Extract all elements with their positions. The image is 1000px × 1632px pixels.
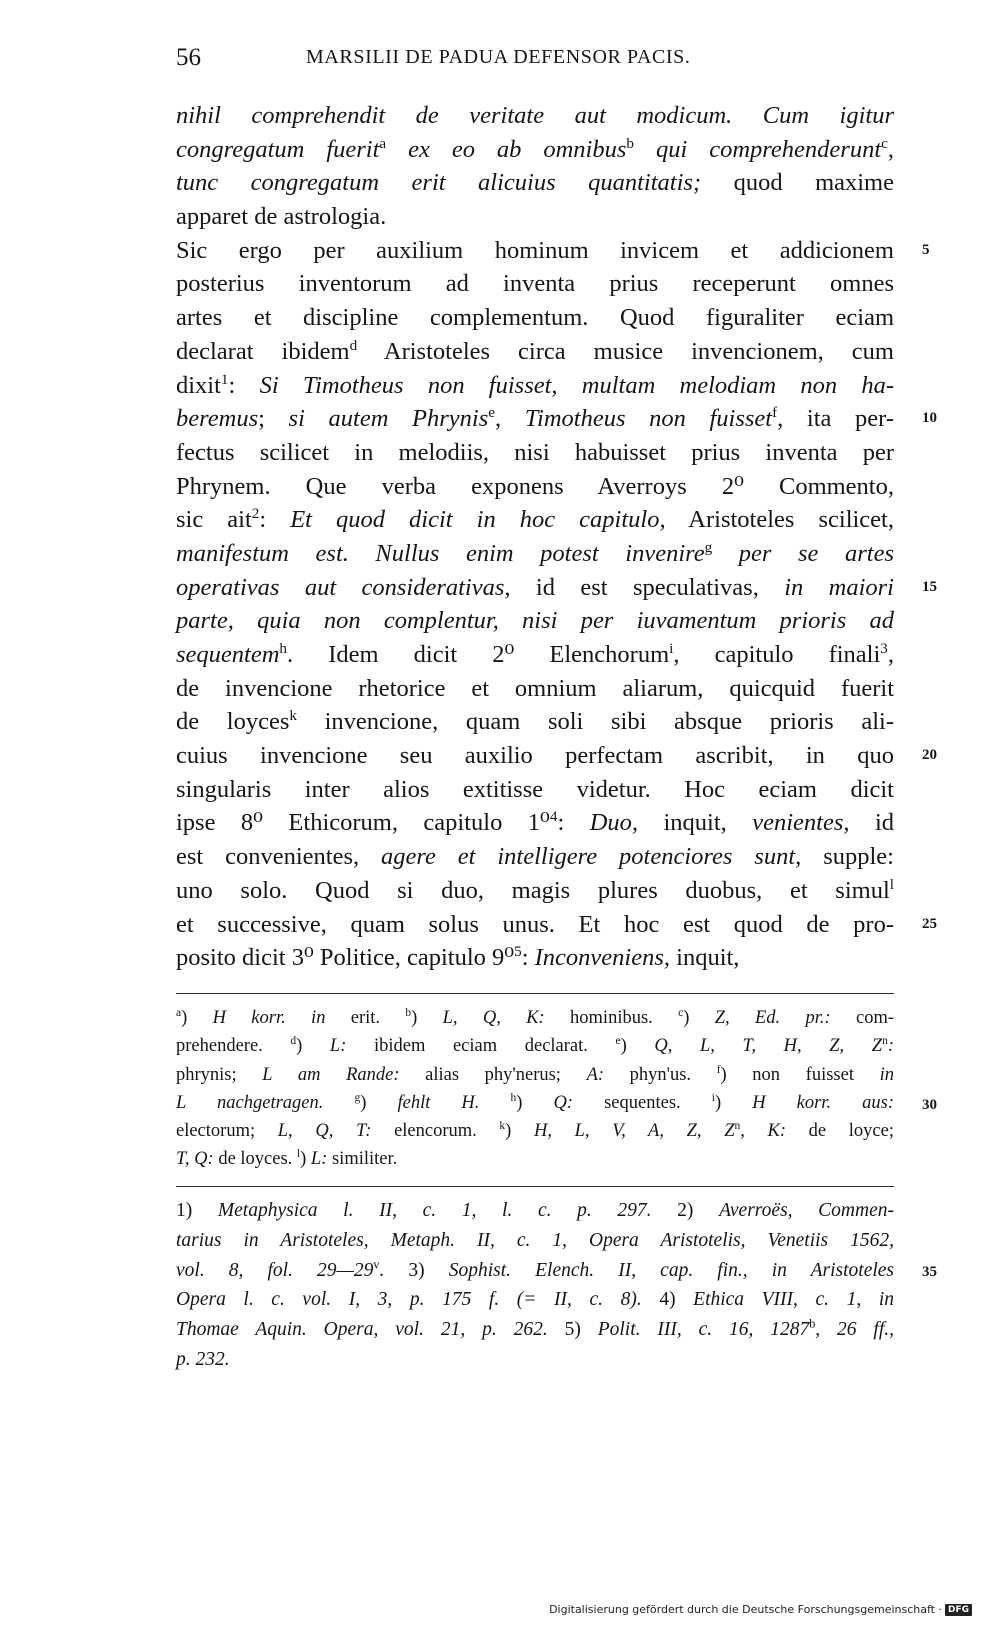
note-marker: a [379, 134, 387, 152]
note-marker: g [704, 538, 713, 556]
note-marker: f [716, 1063, 721, 1076]
text-run: singularis inter alios extitisse videtur. Hoc eciam dicit [176, 775, 894, 803]
text-run: Z, Ed. pr.: [714, 1008, 831, 1028]
text-run: parte, quia non complentur, nisi per iuvamentum prioris ad [176, 607, 894, 635]
text-line [176, 267, 894, 301]
text-run: electorum; [176, 1121, 278, 1142]
note-marker: l [889, 875, 894, 893]
text-run: hominibus. [544, 1008, 679, 1028]
text-run: de invencione rhetorice et omnium aliarum, quicquid fuerit [176, 674, 894, 702]
note-marker: c [678, 1006, 684, 1019]
note-marker: 1 [220, 370, 229, 388]
page-number: 56 [176, 44, 201, 71]
text-run: L: [310, 1149, 328, 1170]
text-line [176, 537, 894, 571]
apparatus-line [176, 1089, 894, 1117]
apparatus-line [176, 1145, 894, 1173]
text-run: , capitulo finali [673, 641, 881, 668]
text-run: ) [714, 1092, 753, 1113]
text-run: et successive, quam solus unus. Et hoc est quod de pro- [176, 910, 894, 938]
text-run: de loyces. [213, 1149, 297, 1170]
text-run: Aristoteles circa musice invencionem, cum [357, 337, 894, 365]
note-marker: b [809, 1316, 816, 1331]
text-run: Aristoteles scilicet, [665, 506, 894, 534]
text-run: invencione, quam soli sibi absque prioris ali- [296, 708, 895, 736]
text-line [176, 133, 894, 167]
text-run: L nachgetragen. [176, 1092, 324, 1113]
note-marker: b [626, 134, 634, 152]
reference-line [176, 1256, 894, 1286]
note-marker: d [290, 1035, 297, 1048]
apparatus-line [176, 1032, 894, 1060]
running-title: MARSILII DE PADUA DEFENSOR PACIS. [306, 46, 691, 68]
text-line [176, 773, 894, 807]
text-line [176, 402, 894, 436]
text-run: agere et intelligere potenciores sunt, [381, 843, 802, 871]
text-run: prehendere. [176, 1036, 291, 1057]
text-run: ex eo ab omnibus [386, 135, 627, 163]
text-run: 5) [547, 1319, 598, 1341]
text-run: : [259, 506, 291, 534]
text-run: : [228, 371, 260, 399]
text-run: supple: [801, 843, 894, 871]
text-line [176, 200, 894, 234]
text-line [176, 99, 894, 133]
running-header [176, 44, 896, 84]
note-marker: v [373, 1257, 380, 1272]
text-run: sequentem [176, 641, 280, 668]
text-run: id est speculativas, [510, 573, 785, 601]
text-run: vol. 8, fol. 29—29 [176, 1259, 374, 1281]
text-run: Q, L, T, H, Z, Z [654, 1036, 883, 1057]
text-run: sic ait [176, 506, 252, 534]
margin-line-number: 10 [922, 410, 937, 427]
text-line [176, 369, 894, 403]
note-marker: h [279, 639, 288, 657]
text-run: 2) [651, 1200, 720, 1221]
text-line [176, 806, 894, 840]
note-marker: b [405, 1006, 412, 1019]
text-run: : [887, 1036, 894, 1057]
text-run: Sophist. Elench. II, cap. fin., in Aristoteles [448, 1259, 895, 1281]
apparatus-line [176, 1117, 894, 1145]
text-run: beremus [176, 405, 259, 433]
text-run: , [887, 135, 894, 163]
text-run: quod maxime [701, 169, 894, 197]
text-run: erit. [325, 1008, 406, 1028]
note-marker: i [711, 1091, 715, 1104]
critical-apparatus [176, 1004, 894, 1174]
text-line [176, 739, 894, 773]
text-run: Timotheus non fuisset [524, 405, 773, 433]
margin-line-number: 20 [922, 747, 937, 764]
text-run: manifestum est. Nullus enim potest invenire [176, 539, 705, 567]
text-run: Inconveniens, [534, 944, 671, 972]
text-run: uno solo. Quod si duo, magis plures duobus, et simul [176, 876, 890, 904]
text-run: ) [683, 1008, 715, 1028]
text-run: Averroës, Commen- [719, 1200, 894, 1221]
text-line [176, 436, 894, 470]
text-run: si autem Phrynis [288, 405, 489, 433]
text-run: H korr. aus: [752, 1092, 895, 1113]
footer-credit: Digitalisierung gefördert durch die Deutsche Forschungsgemeinschaft · [549, 1603, 942, 1616]
dfg-logo-icon: DFG [945, 1604, 972, 1616]
text-run: L am Rande: [262, 1064, 400, 1085]
margin-line-number: 5 [922, 241, 930, 258]
text-run: dixit [176, 371, 221, 399]
text-run: de loyce; [786, 1121, 894, 1142]
text-run: per se artes [712, 539, 894, 567]
note-marker: c [881, 134, 888, 152]
text-run: elencorum. [371, 1121, 500, 1142]
text-run: in [879, 1064, 894, 1085]
text-run: ipse 8⁰ Ethicorum, capitulo 1⁰ [176, 809, 550, 837]
text-line [176, 234, 894, 268]
note-marker: a [176, 1006, 182, 1019]
text-run: Polit. III, c. 16, 1287 [597, 1319, 810, 1341]
text-run: operativas aut considerativas, [176, 573, 511, 601]
text-line [176, 604, 894, 638]
main-text [176, 99, 894, 975]
text-line [176, 941, 894, 975]
text-run: Phrynem. Que verba exponens Averroys 2⁰ Commento, [176, 472, 894, 500]
text-run: Et quod dicit in hoc capitulo, [290, 506, 666, 534]
text-run: ibidem eciam declarat. [346, 1036, 616, 1057]
text-run: ) non fuisset [720, 1064, 880, 1085]
text-run: ) [360, 1092, 398, 1113]
text-line [176, 470, 894, 504]
apparatus-line [176, 1004, 894, 1032]
margin-line-number: 15 [922, 578, 937, 595]
note-marker: n [734, 1120, 741, 1133]
source-references [176, 1196, 894, 1375]
text-run: : [521, 944, 535, 972]
note-marker: i [669, 639, 674, 657]
text-run: ) [411, 1008, 443, 1028]
margin-line-number: 30 [922, 1096, 937, 1113]
text-run: cuius invencione seu auxilio perfectam ascribit, in quo [176, 742, 894, 770]
text-run: similiter. [327, 1149, 398, 1170]
text-run: T, Q: [176, 1149, 214, 1170]
text-run: nihil comprehendit de veritate aut modicum. Cum igitur [176, 102, 894, 129]
text-run: L: [329, 1036, 347, 1057]
text-run: Duo, [589, 809, 639, 837]
text-line [176, 908, 894, 942]
text-run: phrynis; [176, 1064, 263, 1085]
note-marker: k [499, 1120, 506, 1133]
text-run: L, Q, T: [277, 1121, 372, 1142]
reference-line [176, 1285, 894, 1315]
text-run: A: [586, 1064, 605, 1085]
text-run: posterius inventorum ad inventa prius receperunt omnes [176, 270, 894, 298]
text-line [176, 571, 894, 605]
text-run: L, Q, K: [442, 1008, 545, 1028]
note-marker: g [354, 1091, 361, 1104]
text-run: : [557, 809, 590, 837]
note-marker: f [772, 404, 778, 422]
text-run: phyn'us. [604, 1064, 717, 1085]
text-run: posito dicit 3⁰ Politice, capitulo 9⁰ [176, 944, 515, 972]
text-run: fectus scilicet in melodiis, nisi habuisset prius inventa per [176, 438, 894, 466]
text-run: , [494, 405, 525, 433]
text-run: H korr. in [212, 1008, 326, 1028]
text-run: tarius in Aristoteles, Metaph. II, c. 1, Opera Aristotelis, Venetiis 1562, [176, 1229, 894, 1251]
text-run: apparet de astrologia. [176, 203, 387, 231]
text-run: de loyces [176, 708, 290, 736]
reference-line [176, 1315, 894, 1345]
text-run: artes et discipline complementum. Quod figuraliter eciam [176, 304, 894, 332]
text-run: Si Timotheus non fuisset, multam melodiam non ha- [259, 371, 894, 399]
text-line [176, 840, 894, 874]
note-marker: l [296, 1148, 301, 1161]
text-run: 3) [384, 1259, 449, 1281]
text-run: Metaphysica l. II, c. 1, l. c. p. 297. [217, 1200, 652, 1221]
reference-line [176, 1345, 894, 1375]
text-run: ) [181, 1008, 213, 1028]
text-run: venientes, [752, 809, 850, 837]
text-run: ) [620, 1036, 655, 1057]
text-run: fehlt H. [397, 1092, 480, 1113]
footnote-divider [176, 993, 894, 994]
text-line [176, 503, 894, 537]
note-marker: 5 [514, 943, 522, 961]
text-run: ) [516, 1092, 554, 1113]
text-run: 4) [641, 1289, 694, 1311]
text-run: , K: [740, 1121, 787, 1142]
text-run: Thomae Aquin. Opera, vol. 21, p. 262. [176, 1319, 548, 1341]
text-line [176, 301, 894, 335]
note-marker: 4 [549, 808, 558, 826]
text-run: Opera l. c. vol. I, 3, p. 175 f. (= II, c. 8). [176, 1289, 642, 1311]
note-marker: 3 [880, 639, 888, 657]
text-run: congregatum fuerit [176, 135, 380, 163]
text-line [176, 166, 894, 200]
text-line [176, 874, 894, 908]
text-run: alias phy'nerus; [399, 1064, 587, 1085]
text-line [176, 638, 894, 672]
text-run: inquit, [670, 944, 740, 972]
text-run: ) [300, 1149, 311, 1170]
reference-line [176, 1196, 894, 1226]
note-marker: 2 [251, 505, 260, 523]
reference-divider [176, 1186, 894, 1187]
text-run: ; [258, 405, 289, 433]
text-run [323, 1093, 354, 1113]
note-marker: n [882, 1035, 888, 1048]
text-run: Q: [553, 1092, 574, 1113]
text-run: , [887, 641, 894, 668]
note-marker: e [615, 1035, 621, 1048]
text-run: in maiori [784, 573, 894, 601]
apparatus-line [176, 1061, 894, 1089]
reference-line [176, 1226, 894, 1256]
margin-line-number: 25 [922, 915, 937, 932]
text-run: , 26 ff., [815, 1319, 895, 1341]
digitization-footer [549, 1603, 972, 1616]
text-run: com- [830, 1008, 894, 1028]
text-run: . [379, 1259, 385, 1281]
text-run: ) [505, 1121, 534, 1142]
text-run: ) [296, 1036, 330, 1057]
text-run: Ethica VIII, c. 1, in [693, 1289, 894, 1311]
text-run: 1) [176, 1200, 218, 1221]
text-run: id [849, 809, 895, 837]
text-run: inquit, [638, 809, 753, 837]
text-run: qui comprehenderunt [634, 135, 882, 163]
text-run: sequentes. [573, 1092, 712, 1113]
text-run [479, 1093, 510, 1113]
text-line [176, 335, 894, 369]
note-marker: e [488, 404, 495, 422]
text-run: Sic ergo per auxilium hominum invicem et addicionem [176, 236, 894, 264]
text-run: est convenientes, [176, 843, 382, 871]
text-line [176, 672, 894, 706]
note-marker: h [510, 1091, 517, 1104]
margin-line-number: 35 [922, 1263, 937, 1280]
text-run: p. 232. [176, 1348, 230, 1370]
text-line [176, 705, 894, 739]
text-run: declarat ibidem [176, 337, 350, 365]
note-marker: d [349, 336, 358, 354]
text-run: tunc congregatum erit alicuius quantitatis; [176, 169, 702, 197]
note-marker: k [289, 707, 297, 725]
text-run: H, L, V, A, Z, Z [533, 1121, 735, 1142]
text-run: , ita per- [777, 405, 894, 433]
text-run: . Idem dicit 2⁰ Elenchorum [287, 641, 670, 668]
